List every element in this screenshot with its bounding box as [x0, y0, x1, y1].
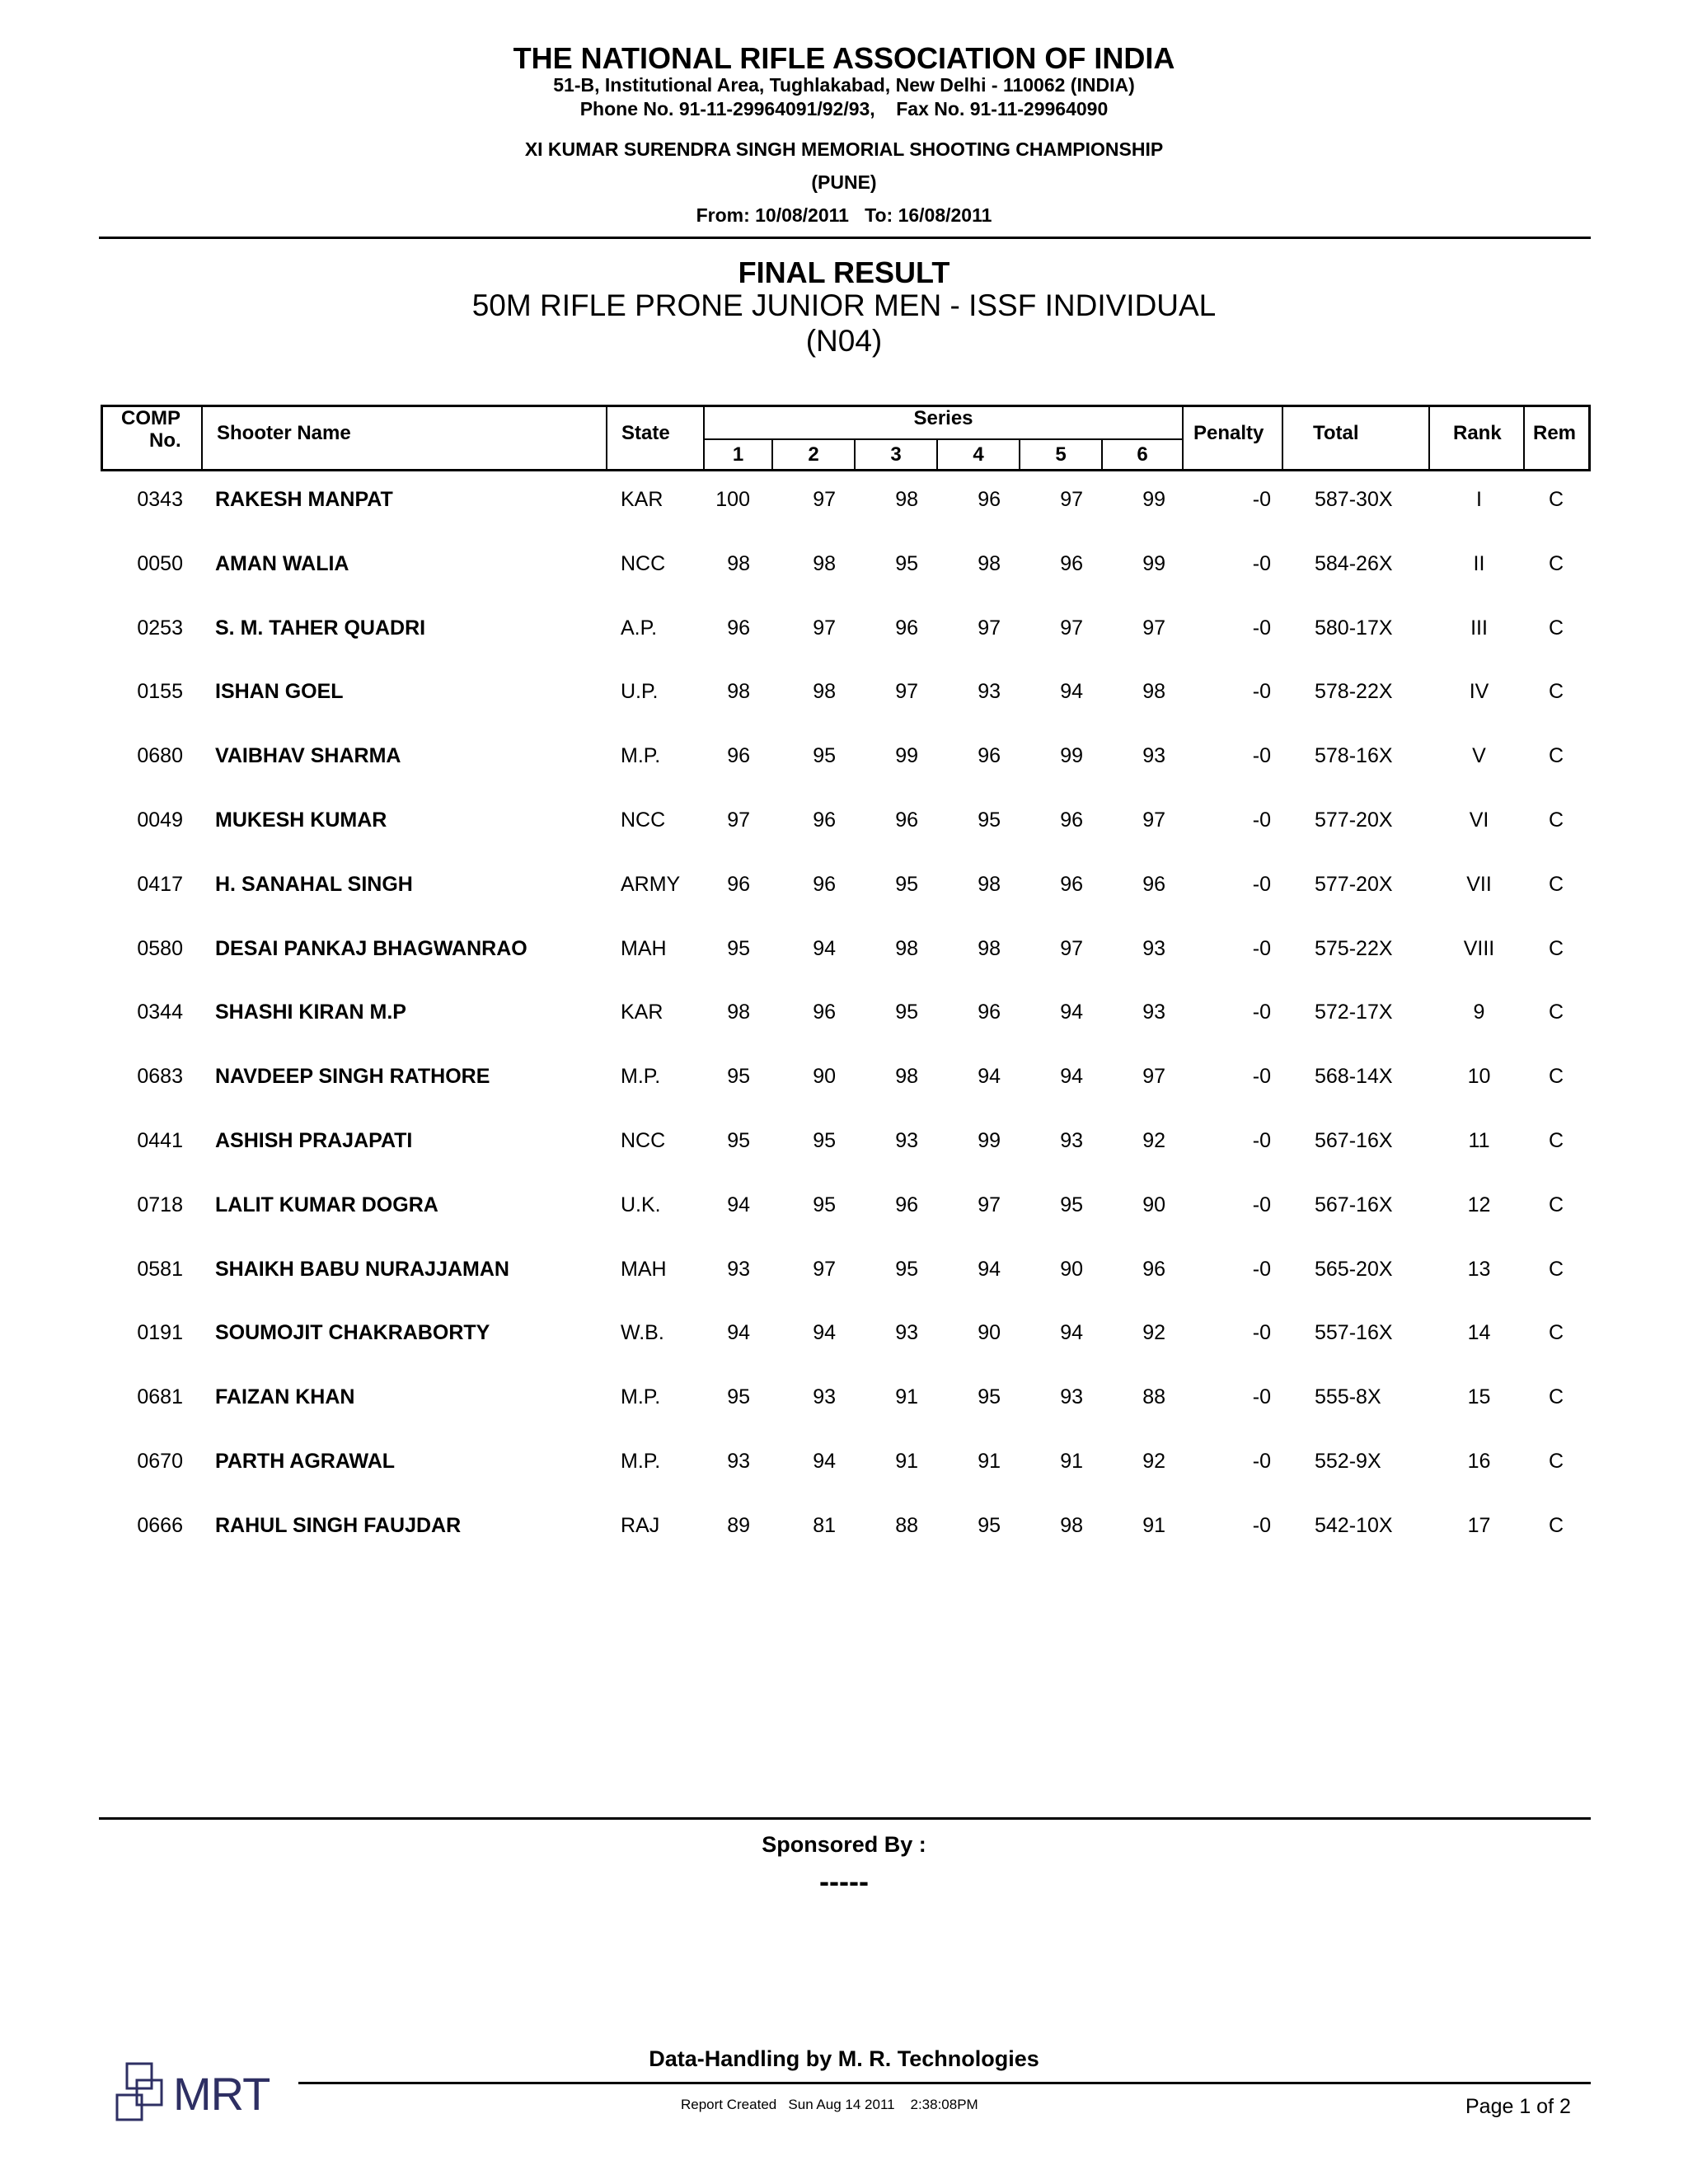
header-state — [607, 407, 705, 469]
cell-series-5: 94 — [1060, 1321, 1083, 1344]
header-series-1: 1 — [705, 438, 773, 469]
cell-series-6: 93 — [1142, 1001, 1165, 1024]
cell-comp-no: 0683 — [137, 1065, 183, 1088]
cell-rem: C — [1548, 744, 1564, 767]
cell-series-3: 96 — [895, 616, 918, 640]
cell-series-1: 95 — [727, 1065, 750, 1088]
cell-series-4: 90 — [978, 1321, 1001, 1344]
cell-rank: VI — [1469, 808, 1489, 832]
cell-total: 572-17X — [1315, 1001, 1393, 1024]
cell-total: 580-17X — [1315, 616, 1393, 640]
header-state-label: State — [621, 422, 670, 444]
cell-rank: I — [1476, 488, 1482, 511]
cell-shooter-name: LALIT KUMAR DOGRA — [215, 1193, 438, 1216]
cell-shooter-name: SHAIKH BABU NURAJJAMAN — [215, 1258, 509, 1281]
cell-shooter-name: S. M. TAHER QUADRI — [215, 616, 426, 640]
cell-penalty: -0 — [1252, 873, 1271, 896]
cell-state: MAH — [621, 1258, 667, 1281]
cell-rem: C — [1548, 808, 1564, 832]
cell-series-3: 98 — [895, 937, 918, 960]
cell-total: 567-16X — [1315, 1193, 1393, 1216]
cell-rank: III — [1470, 616, 1488, 640]
cell-rem: C — [1548, 616, 1564, 640]
table-row — [0, 1253, 1688, 1286]
header-penalty — [1184, 407, 1283, 469]
cell-series-4: 97 — [978, 1193, 1001, 1216]
cell-shooter-name: NAVDEEP SINGH RATHORE — [215, 1065, 490, 1088]
cell-series-6: 92 — [1142, 1129, 1165, 1152]
cell-state: NCC — [621, 808, 666, 832]
cell-penalty: -0 — [1252, 552, 1271, 575]
header-series-3: 3 — [856, 438, 938, 469]
cell-series-3: 91 — [895, 1385, 918, 1408]
cell-shooter-name: FAIZAN KHAN — [215, 1385, 355, 1408]
cell-series-6: 98 — [1142, 680, 1165, 703]
cell-penalty: -0 — [1252, 1129, 1271, 1152]
footer-divider — [99, 1817, 1591, 1820]
cell-comp-no: 0253 — [137, 616, 183, 640]
cell-series-5: 94 — [1060, 1065, 1083, 1088]
cell-total: 552-9X — [1315, 1450, 1381, 1473]
cell-series-6: 88 — [1142, 1385, 1165, 1408]
table-row — [0, 612, 1688, 644]
report-created: Report Created Sun Aug 14 2011 2:38:08PM — [681, 2097, 978, 2112]
cell-series-2: 90 — [813, 1065, 836, 1088]
table-row — [0, 804, 1688, 837]
cell-comp-no: 0050 — [137, 552, 183, 575]
cell-series-6: 99 — [1142, 488, 1165, 511]
cell-rem: C — [1548, 552, 1564, 575]
header-rem — [1525, 407, 1588, 469]
cell-series-3: 96 — [895, 1193, 918, 1216]
cell-series-1: 98 — [727, 1001, 750, 1024]
cell-series-4: 97 — [978, 616, 1001, 640]
cell-comp-no: 0191 — [137, 1321, 183, 1344]
cell-rank: II — [1473, 552, 1485, 575]
cell-series-5: 94 — [1060, 1001, 1083, 1024]
cell-state: M.P. — [621, 1385, 661, 1408]
cell-series-2: 81 — [813, 1514, 836, 1537]
cell-state: RAJ — [621, 1514, 660, 1537]
cell-penalty: -0 — [1252, 808, 1271, 832]
header-total-label: Total — [1313, 422, 1359, 444]
cell-series-6: 90 — [1142, 1193, 1165, 1216]
cell-series-4: 96 — [978, 1001, 1001, 1024]
cell-series-3: 93 — [895, 1129, 918, 1152]
cell-penalty: -0 — [1252, 488, 1271, 511]
table-row — [0, 1124, 1688, 1157]
cell-comp-no: 0580 — [137, 937, 183, 960]
sponsor-value: ----- — [819, 1864, 869, 1898]
cell-rem: C — [1548, 1129, 1564, 1152]
data-handling: Data-Handling by M. R. Technologies — [649, 2046, 1039, 2071]
header-rank — [1430, 407, 1525, 469]
cell-shooter-name: VAIBHAV SHARMA — [215, 744, 401, 767]
result-code: (N04) — [805, 324, 883, 358]
cell-series-2: 94 — [813, 1321, 836, 1344]
table-row — [0, 1445, 1688, 1478]
cell-series-5: 96 — [1060, 552, 1083, 575]
header-comp-line2: No. — [149, 429, 181, 452]
cell-rank: 17 — [1467, 1514, 1491, 1537]
cell-series-1: 100 — [715, 488, 750, 511]
cell-series-5: 95 — [1060, 1193, 1083, 1216]
table-row — [0, 739, 1688, 772]
cell-shooter-name: PARTH AGRAWAL — [215, 1450, 396, 1473]
cell-series-1: 98 — [727, 680, 750, 703]
cell-comp-no: 0670 — [137, 1450, 183, 1473]
cell-rank: 14 — [1467, 1321, 1491, 1344]
cell-penalty: -0 — [1252, 1258, 1271, 1281]
cell-rem: C — [1548, 1001, 1564, 1024]
header-divider — [99, 237, 1591, 239]
cell-series-6: 96 — [1142, 873, 1165, 896]
cell-series-2: 95 — [813, 1193, 836, 1216]
header-series-2: 2 — [773, 438, 856, 469]
cell-series-2: 96 — [813, 1001, 836, 1024]
cell-rank: 13 — [1467, 1258, 1491, 1281]
cell-series-4: 94 — [978, 1065, 1001, 1088]
cell-series-5: 96 — [1060, 808, 1083, 832]
cell-series-3: 91 — [895, 1450, 918, 1473]
cell-series-1: 96 — [727, 616, 750, 640]
sponsored-by-label: Sponsored By : — [762, 1832, 926, 1857]
cell-total: 557-16X — [1315, 1321, 1393, 1344]
cell-rem: C — [1548, 1193, 1564, 1216]
event-dates: From: 10/08/2011 To: 16/08/2011 — [696, 204, 992, 226]
cell-state: MAH — [621, 937, 667, 960]
table-row — [0, 547, 1688, 580]
cell-series-1: 98 — [727, 552, 750, 575]
cell-series-3: 93 — [895, 1321, 918, 1344]
cell-series-4: 98 — [978, 873, 1001, 896]
cell-rem: C — [1548, 873, 1564, 896]
cell-state: NCC — [621, 1129, 666, 1152]
cell-series-2: 96 — [813, 873, 836, 896]
cell-series-5: 98 — [1060, 1514, 1083, 1537]
cell-rem: C — [1548, 1514, 1564, 1537]
cell-state: U.K. — [621, 1193, 661, 1216]
header-comp-no — [103, 407, 203, 469]
org-phone: Phone No. 91-11-29964091/92/93, Fax No. 91-11-29964090 — [579, 98, 1109, 120]
cell-total: 577-20X — [1315, 808, 1393, 832]
cell-rank: 11 — [1468, 1129, 1490, 1152]
cell-rank: 9 — [1473, 1001, 1485, 1024]
header-series-5: 5 — [1020, 438, 1103, 469]
page-number: Page 1 of 2 — [1465, 2095, 1571, 2118]
cell-series-4: 95 — [978, 1385, 1001, 1408]
cell-penalty: -0 — [1252, 616, 1271, 640]
cell-total: 584-26X — [1315, 552, 1393, 575]
mrt-logo — [115, 2062, 280, 2128]
cell-rank: 10 — [1467, 1065, 1491, 1088]
cell-series-6: 96 — [1142, 1258, 1165, 1281]
cell-series-1: 94 — [727, 1321, 750, 1344]
cell-rem: C — [1548, 937, 1564, 960]
cell-series-4: 96 — [978, 488, 1001, 511]
cell-series-4: 93 — [978, 680, 1001, 703]
cell-series-1: 96 — [727, 744, 750, 767]
results-table-header — [101, 405, 1591, 471]
cell-series-2: 95 — [813, 744, 836, 767]
report-divider — [298, 2082, 1591, 2084]
cell-shooter-name: ISHAN GOEL — [215, 680, 344, 703]
cell-rem: C — [1548, 1450, 1564, 1473]
cell-series-5: 93 — [1060, 1385, 1083, 1408]
header-penalty-label: Penalty — [1193, 422, 1264, 444]
cell-series-6: 93 — [1142, 937, 1165, 960]
cell-series-3: 96 — [895, 808, 918, 832]
cell-comp-no: 0441 — [137, 1129, 183, 1152]
cell-comp-no: 0680 — [137, 744, 183, 767]
cell-series-1: 95 — [727, 1129, 750, 1152]
cell-series-5: 90 — [1060, 1258, 1083, 1281]
cell-total: 587-30X — [1315, 488, 1393, 511]
cell-series-6: 97 — [1142, 1065, 1165, 1088]
cell-series-1: 95 — [727, 1385, 750, 1408]
cell-penalty: -0 — [1252, 937, 1271, 960]
cell-state: ARMY — [621, 873, 681, 896]
cell-total: 578-16X — [1315, 744, 1393, 767]
cell-series-4: 95 — [978, 1514, 1001, 1537]
cell-series-6: 93 — [1142, 744, 1165, 767]
cell-series-2: 98 — [813, 680, 836, 703]
table-row — [0, 675, 1688, 708]
cell-penalty: -0 — [1252, 1193, 1271, 1216]
cell-series-6: 91 — [1142, 1514, 1165, 1537]
cell-rank: VII — [1466, 873, 1492, 896]
cell-penalty: -0 — [1252, 1514, 1271, 1537]
cell-series-4: 91 — [978, 1450, 1001, 1473]
cell-series-5: 99 — [1060, 744, 1083, 767]
table-row — [0, 996, 1688, 1029]
cell-series-3: 95 — [895, 1001, 918, 1024]
cell-shooter-name: ASHISH PRAJAPATI — [215, 1129, 413, 1152]
cell-total: 555-8X — [1315, 1385, 1381, 1408]
table-row — [0, 1316, 1688, 1349]
table-row — [0, 868, 1688, 901]
cell-series-3: 88 — [895, 1514, 918, 1537]
cell-series-1: 94 — [727, 1193, 750, 1216]
cell-comp-no: 0666 — [137, 1514, 183, 1537]
header-comp-line1: COMP — [121, 407, 181, 429]
cell-penalty: -0 — [1252, 680, 1271, 703]
org-address: 51-B, Institutional Area, Tughlakabad, New Delhi - 110062 (INDIA) — [553, 74, 1135, 96]
cell-series-4: 96 — [978, 744, 1001, 767]
header-series-4: 4 — [938, 438, 1020, 469]
cell-shooter-name: MUKESH KUMAR — [215, 808, 387, 832]
result-event: 50M RIFLE PRONE JUNIOR MEN - ISSF INDIVIDUAL — [471, 288, 1217, 322]
cell-rem: C — [1548, 1258, 1564, 1281]
cell-total: 575-22X — [1315, 937, 1393, 960]
cell-shooter-name: RAHUL SINGH FAUJDAR — [215, 1514, 462, 1537]
cell-series-1: 93 — [727, 1450, 750, 1473]
cell-series-6: 92 — [1142, 1321, 1165, 1344]
cell-comp-no: 0581 — [137, 1258, 183, 1281]
cell-state: W.B. — [621, 1321, 664, 1344]
cell-series-3: 95 — [895, 552, 918, 575]
cell-shooter-name: H. SANAHAL SINGH — [215, 873, 413, 896]
cell-state: NCC — [621, 552, 666, 575]
cell-total: 578-22X — [1315, 680, 1393, 703]
cell-shooter-name: AMAN WALIA — [215, 552, 349, 575]
cell-comp-no: 0718 — [137, 1193, 183, 1216]
cell-series-5: 97 — [1060, 488, 1083, 511]
header-series-label: Series — [913, 407, 973, 429]
cell-series-5: 94 — [1060, 680, 1083, 703]
table-row — [0, 1380, 1688, 1413]
cell-series-3: 98 — [895, 1065, 918, 1088]
cell-series-2: 97 — [813, 488, 836, 511]
cell-series-2: 97 — [813, 616, 836, 640]
cell-series-3: 97 — [895, 680, 918, 703]
cell-state: A.P. — [621, 616, 658, 640]
cell-series-3: 99 — [895, 744, 918, 767]
cell-comp-no: 0343 — [137, 488, 183, 511]
cell-total: 577-20X — [1315, 873, 1393, 896]
cell-rank: 15 — [1467, 1385, 1491, 1408]
cell-total: 567-16X — [1315, 1129, 1393, 1152]
table-row — [0, 932, 1688, 965]
cell-penalty: -0 — [1252, 744, 1271, 767]
cell-series-4: 98 — [978, 937, 1001, 960]
org-name: THE NATIONAL RIFLE ASSOCIATION OF INDIA — [513, 41, 1175, 75]
cell-penalty: -0 — [1252, 1450, 1271, 1473]
cell-state: KAR — [621, 488, 663, 511]
mrt-logo-text: MRT — [173, 2068, 270, 2120]
table-row — [0, 1060, 1688, 1093]
cell-series-2: 93 — [813, 1385, 836, 1408]
cell-series-4: 95 — [978, 808, 1001, 832]
result-title: FINAL RESULT — [738, 255, 950, 289]
cell-rank: V — [1472, 744, 1486, 767]
cell-rem: C — [1548, 680, 1564, 703]
cell-series-2: 97 — [813, 1258, 836, 1281]
cell-total: 568-14X — [1315, 1065, 1393, 1088]
cell-rank: 12 — [1467, 1193, 1491, 1216]
cell-rank: IV — [1469, 680, 1489, 703]
header-series — [705, 407, 1184, 469]
cell-series-2: 96 — [813, 808, 836, 832]
cell-series-5: 97 — [1060, 937, 1083, 960]
table-row — [0, 1509, 1688, 1542]
cell-penalty: -0 — [1252, 1385, 1271, 1408]
cell-shooter-name: DESAI PANKAJ BHAGWANRAO — [215, 937, 528, 960]
cell-series-5: 96 — [1060, 873, 1083, 896]
cell-state: U.P. — [621, 680, 659, 703]
cell-comp-no: 0049 — [137, 808, 183, 832]
cell-penalty: -0 — [1252, 1065, 1271, 1088]
cell-series-6: 97 — [1142, 616, 1165, 640]
cell-series-3: 98 — [895, 488, 918, 511]
cell-series-4: 94 — [978, 1258, 1001, 1281]
cell-series-3: 95 — [895, 873, 918, 896]
event-city: (PUNE) — [811, 171, 877, 193]
cell-series-4: 98 — [978, 552, 1001, 575]
cell-series-2: 94 — [813, 937, 836, 960]
cell-rank: VIII — [1463, 937, 1495, 960]
cell-rem: C — [1548, 1385, 1564, 1408]
cell-shooter-name: RAKESH MANPAT — [215, 488, 393, 511]
cell-penalty: -0 — [1252, 1001, 1271, 1024]
cell-comp-no: 0344 — [137, 1001, 183, 1024]
cell-series-1: 89 — [727, 1514, 750, 1537]
cell-shooter-name: SOUMOJIT CHAKRABORTY — [215, 1321, 490, 1344]
header-series-6: 6 — [1103, 438, 1182, 469]
cell-total: 542-10X — [1315, 1514, 1393, 1537]
table-row — [0, 483, 1688, 516]
mrt-logo-icon — [115, 2062, 173, 2128]
header-rem-label: Rem — [1533, 422, 1577, 444]
event-name: XI KUMAR SURENDRA SINGH MEMORIAL SHOOTING CHAMPIONSHIP — [524, 138, 1164, 160]
cell-series-2: 94 — [813, 1450, 836, 1473]
cell-comp-no: 0155 — [137, 680, 183, 703]
cell-series-2: 95 — [813, 1129, 836, 1152]
cell-rem: C — [1548, 488, 1564, 511]
cell-shooter-name: SHASHI KIRAN M.P — [215, 1001, 406, 1024]
header-rank-label: Rank — [1453, 422, 1502, 444]
cell-rem: C — [1548, 1321, 1564, 1344]
cell-series-5: 97 — [1060, 616, 1083, 640]
cell-series-5: 93 — [1060, 1129, 1083, 1152]
cell-state: M.P. — [621, 1065, 661, 1088]
cell-series-6: 97 — [1142, 808, 1165, 832]
cell-state: KAR — [621, 1001, 663, 1024]
header-shooter-name-label: Shooter Name — [217, 422, 351, 444]
cell-penalty: -0 — [1252, 1321, 1271, 1344]
cell-series-4: 99 — [978, 1129, 1001, 1152]
cell-series-2: 98 — [813, 552, 836, 575]
cell-series-6: 99 — [1142, 552, 1165, 575]
header-shooter-name — [203, 407, 607, 469]
cell-series-1: 93 — [727, 1258, 750, 1281]
cell-rank: 16 — [1467, 1450, 1491, 1473]
cell-state: M.P. — [621, 744, 661, 767]
table-row — [0, 1188, 1688, 1221]
cell-comp-no: 0681 — [137, 1385, 183, 1408]
cell-rem: C — [1548, 1065, 1564, 1088]
cell-series-6: 92 — [1142, 1450, 1165, 1473]
cell-series-3: 95 — [895, 1258, 918, 1281]
cell-total: 565-20X — [1315, 1258, 1393, 1281]
cell-state: M.P. — [621, 1450, 661, 1473]
cell-comp-no: 0417 — [137, 873, 183, 896]
header-total — [1283, 407, 1430, 469]
cell-series-5: 91 — [1060, 1450, 1083, 1473]
cell-series-1: 97 — [727, 808, 750, 832]
cell-series-1: 96 — [727, 873, 750, 896]
cell-series-1: 95 — [727, 937, 750, 960]
